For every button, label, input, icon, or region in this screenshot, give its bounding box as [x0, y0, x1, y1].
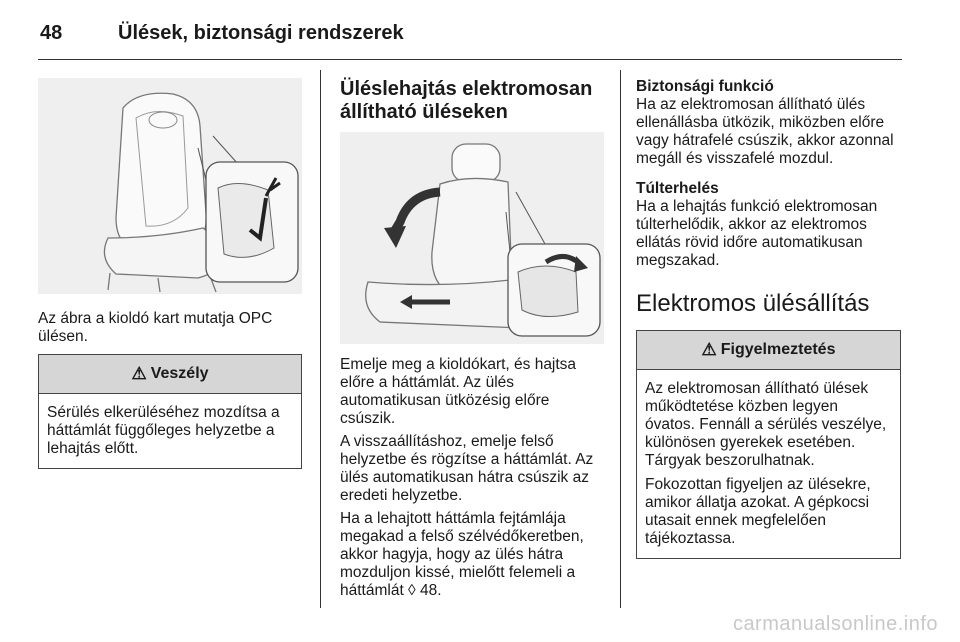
seat-fold-illustration [340, 132, 604, 344]
safety-function-title: Biztonsági funkció [636, 78, 774, 95]
paragraph: Emelje meg a kioldókart, és hajtsa előre a háttámlát. Az ülés automatikusan ütközésig előre csúszik. [340, 356, 577, 427]
paragraph: A visszaállításhoz, emelje felső helyzetbe és rögzítse a háttámlát. Az ülés automatikusan hátra csúszik az eredeti helyzetbe. [340, 433, 594, 504]
column-divider [320, 70, 321, 608]
overload-text: Ha a lehajtás funkció elektromosan túlterhelődik, akkor az elektromos ellátás rövid időre automatikusan megszakad. [636, 198, 878, 269]
danger-box-text: Sérülés elkerüléséhez mozdítsa a háttámlát függőleges helyzetbe a lehajtás előtt. [47, 404, 280, 457]
warning-triangle-icon: ⚠ [701, 340, 717, 359]
safety-function-text: Ha az elektromosan állítható ülés ellenállásba ütközik, miközben előre vagy hátrafelé csúszik, akkor azonnal megáll és visszafelé mozdul. [636, 96, 894, 167]
column-left [38, 70, 302, 469]
caution-box-body [637, 370, 900, 558]
paragraph-with-page-ref: Ha a lehajtott háttámla fejtámlája megakad a felső szélvédőkeretben, akkor hagyja, hogy az ülés hátra mozduljon kissé, mielőtt felemeli a háttámlát ◊ 48. [340, 510, 584, 599]
caution-paragraph: Fokozottan figyeljen az ülésekre, amikor állatja azokat. A gépkocsi utasait ennek megfelelően tájékoztassa. [645, 476, 871, 547]
section-title: Elektromos ülésállítás [636, 290, 870, 317]
page-number: 48 [40, 21, 63, 44]
caution-box-header [637, 331, 900, 370]
column-divider [620, 70, 621, 608]
column-middle [340, 70, 604, 600]
danger-box-body [39, 394, 301, 468]
header-divider [38, 59, 902, 60]
page-header [40, 16, 404, 50]
danger-box [38, 354, 302, 469]
section-heading: Üléslehajtás elektromosan állítható üléseken [340, 78, 593, 123]
opc-seat-illustration [38, 78, 302, 294]
caution-box [636, 330, 901, 559]
watermark: carmanualsonline.info [732, 613, 938, 635]
caution-box-title: Figyelmeztetés [720, 341, 836, 358]
page-title: Ülések, biztonsági rendszerek [118, 21, 404, 44]
figure-caption: Az ábra a kioldó kart mutatja OPC ülésen. [38, 310, 273, 345]
column-right [636, 70, 901, 559]
danger-box-title: Veszély [150, 365, 209, 382]
warning-triangle-icon: ⚠ [131, 364, 147, 383]
caution-paragraph: Az elektromosan állítható ülések működtetése közben legyen óvatos. Fennáll a sérülés veszélye, különösen gyerekek esetében. Tárgyak beszorulhatnak. [645, 380, 887, 469]
danger-box-header [39, 355, 301, 394]
overload-title: Túlterhelés [636, 180, 719, 197]
